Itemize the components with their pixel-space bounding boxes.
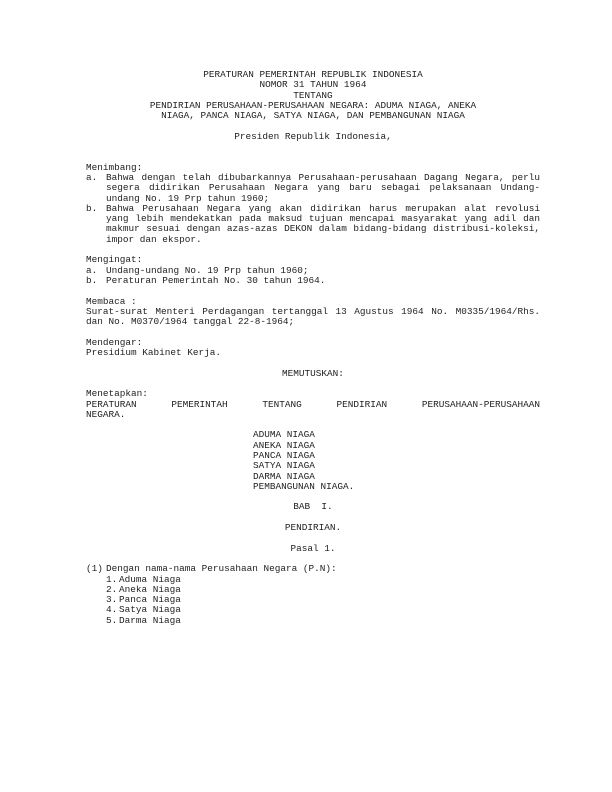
membaca-label: Membaca : <box>86 295 137 307</box>
menimbang-item <box>86 173 540 204</box>
pn-list-item <box>106 616 540 626</box>
list-number: 3. <box>106 594 118 606</box>
subject-line-1: PENDIRIAN PERUSAHAAN-PERUSAHAAN NEGARA: ADUMA NIAGA, ANEKA <box>149 99 477 111</box>
pasal-1-section <box>86 564 540 626</box>
mendengar-section <box>86 338 540 359</box>
item-marker: a. <box>86 171 98 183</box>
document-header <box>86 70 540 142</box>
menetapkan-word: PENDIRIAN <box>336 398 388 410</box>
company-name: PANCA NIAGA <box>253 449 315 461</box>
menetapkan-word: PERUSAHAAN-PERUSAHAAN <box>421 398 540 410</box>
list-number: 2. <box>106 583 118 595</box>
company-name: ANEKA NIAGA <box>253 439 315 451</box>
bab-heading: BAB I. <box>293 501 333 513</box>
company-name: ADUMA NIAGA <box>253 429 315 441</box>
item-text: Undang-undang No. 19 Prp tahun 1960; <box>106 264 309 276</box>
menimbang-section <box>86 163 540 245</box>
item-text: Bahwa Perusahaan Negara yang akan didirikan harus merupakan alat revolusi yang lebih mendekatkan pada maksud tujuan mencapai masyarakat yang adil dan makmur sesuai dengan azas-azas DEKON dalam bidang-bidang distribusi-koleksi, impor dan ekspor. <box>106 202 540 245</box>
item-text: Bahwa dengan telah dibubarkannya Perusahaan-perusahaan Dagang Negara, perlu segera didirikan Perusahaan Negara yang baru sebagai pelaksanaan Undang-undang No. 19 Prp tahun 1960; <box>106 171 540 204</box>
document-page <box>86 70 540 626</box>
subject-line-2: NIAGA, PANCA NIAGA, SATYA NIAGA, DAN PEMBANGUNAN NIAGA <box>161 110 465 122</box>
title-line-2: NOMOR 31 TAHUN 1964 <box>259 79 367 91</box>
menetapkan-label: Menetapkan: <box>86 388 148 400</box>
bab-title: PENDIRIAN. <box>284 522 342 534</box>
membaca-text: Surat-surat Menteri Perdagangan tertanggal 13 Agustus 1964 No. M0335/1964/Rhs. dan No. M0370/1964 tanggal 22-8-1964; <box>86 305 540 328</box>
item-text: Peraturan Pemerintah No. 30 tahun 1964. <box>106 274 326 286</box>
item-marker: b. <box>86 274 98 286</box>
menetapkan-word: TENTANG <box>262 398 302 410</box>
mengingat-label: Mengingat: <box>86 254 143 266</box>
company-name: PEMBANGUNAN NIAGA. <box>253 480 355 492</box>
list-number: 5. <box>106 614 118 626</box>
menetapkan-section <box>86 389 540 420</box>
mengingat-section <box>86 255 540 286</box>
mendengar-label: Mendengar: <box>86 336 143 348</box>
list-name: Darma Niaga <box>119 614 181 626</box>
item-text: Dengan nama-nama Perusahaan Negara (P.N): <box>106 563 337 575</box>
mengingat-item <box>86 276 540 286</box>
list-number: 1. <box>106 573 118 585</box>
list-name: Satya Niaga <box>119 604 181 616</box>
menetapkan-word: PERATURAN <box>86 398 137 410</box>
issuer: Presiden Republik Indonesia, <box>234 130 392 142</box>
list-name: Aduma Niaga <box>119 573 181 585</box>
memutuskan-heading: MEMUTUSKAN: <box>282 367 344 379</box>
company-name: SATYA NIAGA <box>253 460 315 472</box>
title-line-3: TENTANG <box>293 89 333 101</box>
mendengar-text: Presidium Kabinet Kerja. <box>86 347 222 359</box>
item-marker: b. <box>86 202 98 214</box>
list-number: 4. <box>106 604 118 616</box>
menimbang-label: Menimbang: <box>86 161 143 173</box>
pasal-heading: Pasal 1. <box>290 542 336 554</box>
list-name: Aneka Niaga <box>119 583 181 595</box>
membaca-section <box>86 297 540 328</box>
menetapkan-line-1 <box>86 400 540 410</box>
company-name: DARMA NIAGA <box>253 470 315 482</box>
list-name: Panca Niaga <box>119 594 181 606</box>
menetapkan-line-2: NEGARA. <box>86 408 126 420</box>
company-list <box>253 430 540 492</box>
title-line-1: PERATURAN PEMERINTAH REPUBLIK INDONESIA <box>203 69 423 80</box>
item-marker: a. <box>86 264 98 276</box>
menetapkan-word: PEMERINTAH <box>171 398 228 410</box>
item-marker: (1) <box>86 563 103 575</box>
menimbang-item <box>86 204 540 245</box>
